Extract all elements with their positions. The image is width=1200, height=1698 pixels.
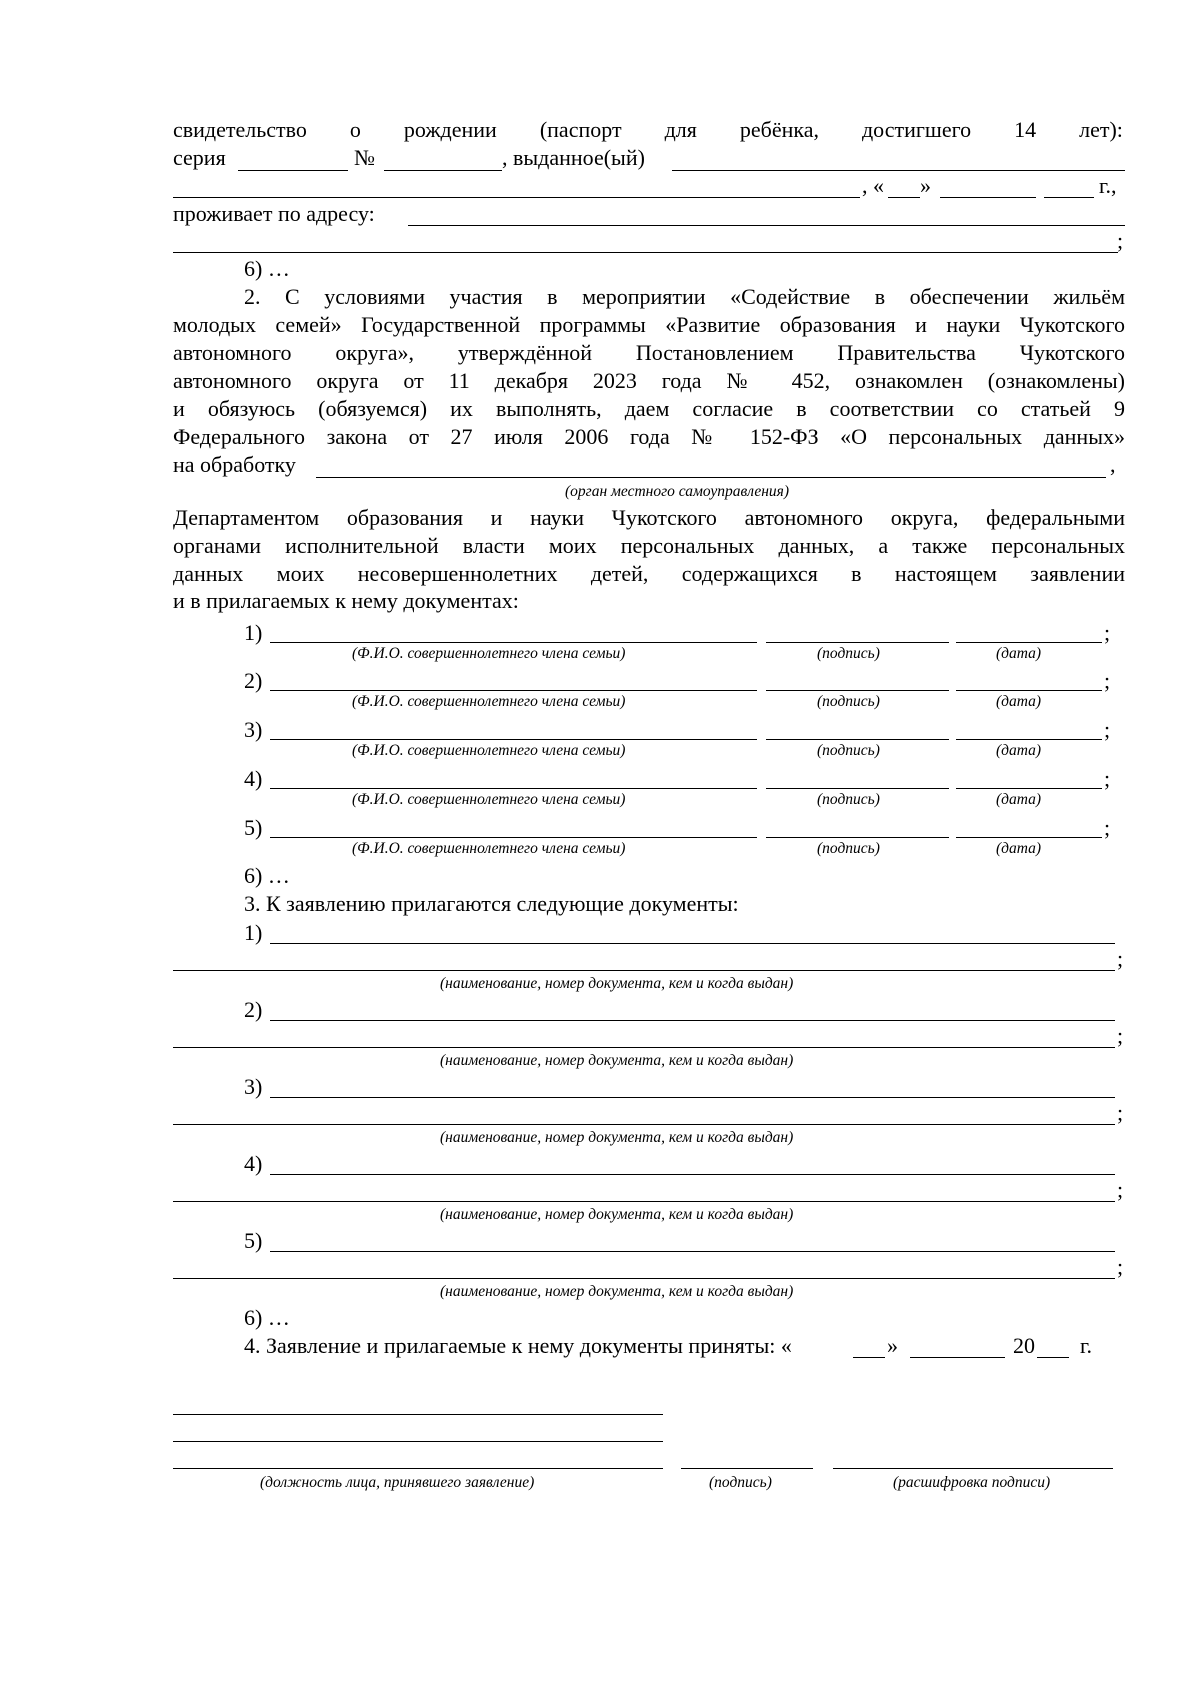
doc-2-number: 2) bbox=[244, 997, 263, 1022]
position-field-line-1[interactable] bbox=[173, 1414, 663, 1415]
issued-by-field[interactable] bbox=[672, 170, 1125, 171]
member-2-fio-field[interactable] bbox=[270, 690, 757, 691]
processing-comma: , bbox=[1110, 452, 1116, 477]
member-1-number: 1) bbox=[244, 620, 263, 645]
doc-2-end: ; bbox=[1117, 1023, 1124, 1048]
doc-4-caption: (наименование, номер документа, кем и когда выдан) bbox=[440, 1206, 794, 1223]
member-2-fio-caption: (Ф.И.О. совершеннолетнего члена семьи) bbox=[352, 693, 626, 710]
member-4-number: 4) bbox=[244, 766, 263, 791]
doc-1-caption: (наименование, номер документа, кем и когда выдан) bbox=[440, 975, 794, 992]
member-2-number: 2) bbox=[244, 668, 263, 693]
member-2-signature-field[interactable] bbox=[766, 690, 949, 691]
doc-3-caption: (наименование, номер документа, кем и когда выдан) bbox=[440, 1129, 794, 1146]
doc-3-end: ; bbox=[1117, 1100, 1124, 1125]
signature-decode-field[interactable] bbox=[833, 1468, 1113, 1469]
member-2-sign-caption: (подпись) bbox=[817, 693, 880, 710]
accept-quote-close: » bbox=[887, 1333, 898, 1358]
doc-5-caption: (наименование, номер документа, кем и когда выдан) bbox=[440, 1283, 794, 1300]
date-open-quote: , « bbox=[862, 173, 884, 198]
dept-line-3: данных моих несовершеннолетних детей, содержащихся в настоящем заявлении bbox=[173, 561, 1125, 586]
member-4-fio-caption: (Ф.И.О. совершеннолетнего члена семьи) bbox=[352, 791, 626, 808]
member-2-date-field[interactable] bbox=[956, 690, 1102, 691]
member-1-date-field[interactable] bbox=[956, 642, 1102, 643]
position-field-line-2[interactable] bbox=[173, 1441, 663, 1442]
signature-decode-caption: (расшифровка подписи) bbox=[893, 1474, 1051, 1491]
position-caption: (должность лица, принявшего заявление) bbox=[260, 1474, 535, 1491]
section2-line-6: Федерального закона от 27 июля 2006 года № 152-ФЗ «О персональных данных» bbox=[173, 424, 1125, 449]
organ-caption: (орган местного самоуправления) bbox=[565, 483, 790, 500]
doc-5-field-continued[interactable] bbox=[173, 1278, 1115, 1279]
section3-heading: 3. К заявлению прилагаются следующие документы: bbox=[244, 891, 739, 916]
docs-etc: 6) … bbox=[244, 1305, 290, 1330]
doc-3-field-continued[interactable] bbox=[173, 1124, 1115, 1125]
address-label: проживает по адресу: bbox=[173, 201, 375, 226]
member-1-signature-field[interactable] bbox=[766, 642, 949, 643]
member-5-signature-field[interactable] bbox=[766, 837, 949, 838]
member-1-sign-caption: (подпись) bbox=[817, 645, 880, 662]
doc-5-number: 5) bbox=[244, 1228, 263, 1253]
members-etc: 6) … bbox=[244, 863, 290, 888]
section2-line-1: 2. С условиями участия в мероприятии «Содействие в обеспечении жильём bbox=[244, 284, 1125, 309]
member-5-fio-caption: (Ф.И.О. совершеннолетнего члена семьи) bbox=[352, 840, 626, 857]
acceptor-signature-caption: (подпись) bbox=[709, 1474, 772, 1491]
address-semicolon: ; bbox=[1117, 228, 1124, 253]
acceptor-signature-field[interactable] bbox=[681, 1468, 813, 1469]
dept-line-2: органами исполнительной власти моих персональных данных, а также персональных bbox=[173, 533, 1125, 558]
member-1-fio-caption: (Ф.И.О. совершеннолетнего члена семьи) bbox=[352, 645, 626, 662]
member-4-end: ; bbox=[1104, 766, 1111, 791]
member-etc: 6) … bbox=[244, 256, 290, 281]
accept-year-suffix: г. bbox=[1080, 1333, 1093, 1358]
address-field[interactable] bbox=[408, 225, 1125, 226]
number-sign: № bbox=[354, 145, 375, 170]
dept-line-4: и в прилагаемых к нему документах: bbox=[173, 588, 519, 613]
accept-century: 20 bbox=[1013, 1333, 1035, 1358]
address-field-continued[interactable] bbox=[173, 252, 1118, 253]
doc-4-field[interactable] bbox=[270, 1174, 1115, 1175]
member-3-sign-caption: (подпись) bbox=[817, 742, 880, 759]
member-1-end: ; bbox=[1104, 620, 1111, 645]
member-5-fio-field[interactable] bbox=[270, 837, 757, 838]
member-5-number: 5) bbox=[244, 815, 263, 840]
member-1-fio-field[interactable] bbox=[270, 642, 757, 643]
member-4-date-field[interactable] bbox=[956, 788, 1102, 789]
member-4-sign-caption: (подпись) bbox=[817, 791, 880, 808]
accept-year-field[interactable] bbox=[1037, 1357, 1069, 1358]
member-5-date-caption: (дата) bbox=[996, 840, 1042, 857]
doc-5-field[interactable] bbox=[270, 1251, 1115, 1252]
birth-certificate-line: свидетельство о рождении (паспорт для ребёнка, достигшего 14 лет): bbox=[173, 117, 1123, 142]
member-5-end: ; bbox=[1104, 815, 1111, 840]
accept-month-field[interactable] bbox=[910, 1357, 1005, 1358]
member-1-date-caption: (дата) bbox=[996, 645, 1042, 662]
organ-field[interactable] bbox=[316, 477, 1106, 478]
doc-4-number: 4) bbox=[244, 1151, 263, 1176]
member-3-fio-field[interactable] bbox=[270, 739, 757, 740]
member-3-number: 3) bbox=[244, 717, 263, 742]
section2-line-2: молодых семей» Государственной программы «Развитие образования и науки Чукотского bbox=[173, 312, 1125, 337]
doc-2-caption: (наименование, номер документа, кем и когда выдан) bbox=[440, 1052, 794, 1069]
date-close-quote: » bbox=[920, 173, 931, 198]
member-2-end: ; bbox=[1104, 668, 1111, 693]
section2-line-4: автономного округа от 11 декабря 2023 года № 452, ознакомлен (ознакомлены) bbox=[173, 368, 1125, 393]
issued-by-field-continued[interactable] bbox=[173, 197, 860, 198]
position-field-line-3[interactable] bbox=[173, 1468, 663, 1469]
member-3-fio-caption: (Ф.И.О. совершеннолетнего члена семьи) bbox=[352, 742, 626, 759]
member-5-date-field[interactable] bbox=[956, 837, 1102, 838]
doc-1-number: 1) bbox=[244, 920, 263, 945]
year-suffix: г., bbox=[1099, 173, 1117, 198]
issued-label: , выданное(ый) bbox=[502, 145, 645, 170]
doc-4-field-continued[interactable] bbox=[173, 1201, 1115, 1202]
doc-4-end: ; bbox=[1117, 1177, 1124, 1202]
doc-1-field-continued[interactable] bbox=[173, 970, 1115, 971]
member-3-signature-field[interactable] bbox=[766, 739, 949, 740]
doc-2-field-continued[interactable] bbox=[173, 1047, 1115, 1048]
doc-2-field[interactable] bbox=[270, 1020, 1115, 1021]
member-3-date-caption: (дата) bbox=[996, 742, 1042, 759]
section2-line-5: и обязуюсь (обязуемся) их выполнять, даем согласие в соответствии со статьей 9 bbox=[173, 396, 1125, 421]
dept-line-1: Департаментом образования и науки Чукотского автономного округа, федеральными bbox=[173, 505, 1125, 530]
member-2-date-caption: (дата) bbox=[996, 693, 1042, 710]
member-4-date-caption: (дата) bbox=[996, 791, 1042, 808]
section2-line-3: автономного округа», утверждённой Постановлением Правительства Чукотского bbox=[173, 340, 1125, 365]
series-field[interactable] bbox=[238, 170, 348, 171]
doc-1-end: ; bbox=[1117, 946, 1124, 971]
member-5-sign-caption: (подпись) bbox=[817, 840, 880, 857]
number-field[interactable] bbox=[384, 170, 502, 171]
member-3-date-field[interactable] bbox=[956, 739, 1102, 740]
section4-text: 4. Заявление и прилагаемые к нему документы приняты: « bbox=[244, 1333, 792, 1358]
series-label: серия bbox=[173, 145, 226, 170]
doc-5-end: ; bbox=[1117, 1254, 1124, 1279]
issue-year-field[interactable] bbox=[1044, 197, 1094, 198]
member-3-end: ; bbox=[1104, 717, 1111, 742]
issue-month-field[interactable] bbox=[940, 197, 1036, 198]
issue-day-field[interactable] bbox=[888, 197, 920, 198]
doc-3-field[interactable] bbox=[270, 1097, 1115, 1098]
accept-day-field[interactable] bbox=[853, 1357, 885, 1358]
member-4-signature-field[interactable] bbox=[766, 788, 949, 789]
doc-1-field[interactable] bbox=[270, 943, 1115, 944]
processing-label: на обработку bbox=[173, 452, 296, 477]
doc-3-number: 3) bbox=[244, 1074, 263, 1099]
member-4-fio-field[interactable] bbox=[270, 788, 757, 789]
